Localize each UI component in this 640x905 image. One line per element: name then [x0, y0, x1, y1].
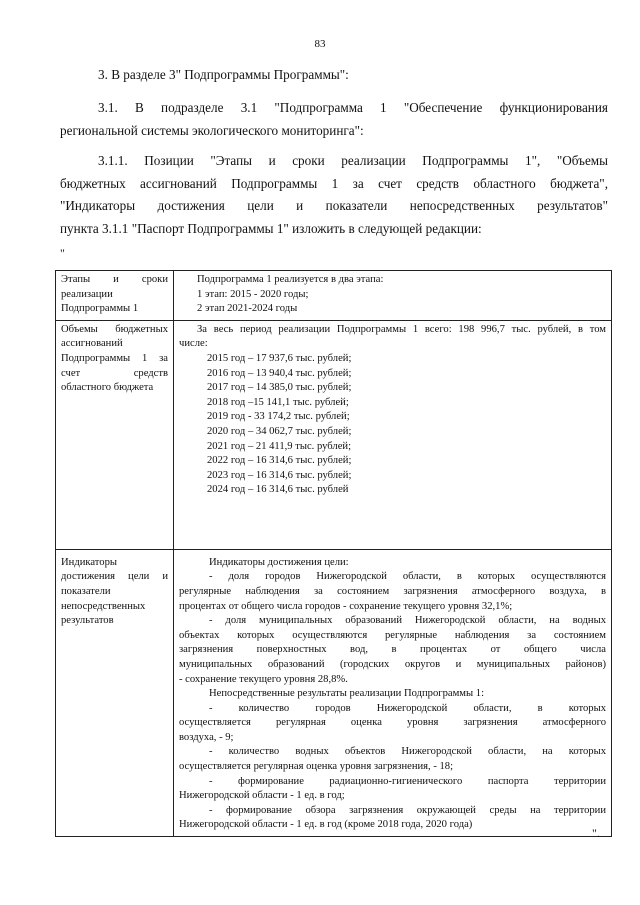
row-label-stages: [56, 271, 174, 321]
content-line: 2 этап 2021-2024 годы: [197, 303, 298, 315]
result-line: - формирование радиационно-гигиенического паспорта территории: [209, 775, 606, 787]
paragraph-line: 3.1.1. Позиции "Этапы и сроки реализации Подпрограммы 1", "Объемы: [98, 153, 608, 168]
result-line: Нижегородской области - 1 ед. в год;: [179, 790, 345, 802]
budget-year-line: 2020 год – 34 062,7 тыс. рублей;: [207, 425, 352, 437]
budget-year-line: 2022 год – 16 314,6 тыс. рублей;: [207, 455, 352, 467]
goal-line: регулярные наблюдения за состоянием загрязнения атмосферного воздуха, в: [179, 585, 606, 597]
row-label-budget: [56, 320, 174, 549]
label-line: достижения цели и: [61, 571, 168, 583]
budget-year-line: 2016 год – 13 940,4 тыс. рублей;: [207, 367, 352, 379]
label-line: ассигнований: [61, 338, 123, 350]
result-line: осуществляется регулярная оценка уровня загрязнения, - 18;: [179, 761, 454, 773]
label-line: счет средств: [61, 367, 168, 379]
budget-year-line: 2023 год – 16 314,6 тыс. рублей;: [207, 469, 352, 481]
content-line: числе:: [179, 338, 208, 350]
budget-year-line: 2024 год – 16 314,6 тыс. рублей: [207, 484, 349, 496]
paragraph-section-3: [60, 64, 608, 87]
paragraph-line: 3.1. В подразделе 3.1 "Подпрограмма 1 "Обеспечение функционирования: [98, 100, 608, 115]
budget-year-line: 2021 год – 21 411,9 тыс. рублей;: [207, 440, 352, 452]
result-line: - формирование обзора загрязнения окружающей среды на территории: [209, 804, 606, 816]
paragraph-line: 3. В разделе 3" Подпрограммы Программы":: [98, 67, 349, 82]
goal-heading: Индикаторы достижения цели:: [209, 556, 349, 568]
paragraph-line: региональной системы экологического мониторинга":: [60, 122, 364, 138]
paragraph-subsection-3-1: [60, 97, 608, 142]
goal-line: процентах от общего числа городов - сохранение текущего уровня 32,1%;: [179, 600, 513, 612]
budget-year-line: 2019 год - 33 174,2 тыс. рублей;: [207, 411, 350, 423]
goal-line: - доля муниципальных образований Нижегородской области, на водных: [209, 615, 606, 627]
table-row: [56, 549, 612, 836]
label-line: Индикаторы: [61, 556, 117, 568]
budget-year-line: 2015 год – 17 937,6 тыс. рублей;: [207, 352, 352, 364]
label-line: непосредственных: [61, 600, 146, 612]
content-line: За весь период реализации Подпрограммы 1 всего: 198 996,7 тыс. рублей, в том: [197, 323, 606, 335]
row-content-stages: [174, 271, 612, 321]
paragraph-line: пункта 3.1.1 "Паспорт Подпрограммы 1" изложить в следующей редакции:: [60, 220, 482, 236]
label-line: областного бюджета: [61, 382, 154, 394]
goal-line: - сохранение текущего уровня 28,8%.: [179, 673, 348, 685]
result-line: осуществляется регулярная оценка уровня загрязнения атмосферного: [179, 717, 606, 729]
page-number: 83: [314, 38, 326, 50]
result-line: воздуха, - 9;: [179, 731, 234, 743]
goal-line: муниципальных образований (городских округов и муниципальных районов): [179, 658, 606, 670]
label-line: результатов: [61, 615, 114, 627]
results-heading: Непосредственные результаты реализации Подпрограммы 1:: [209, 688, 485, 700]
goal-line: объектах которых осуществляются регулярные наблюдения за состоянием: [179, 629, 606, 641]
row-content-budget: [174, 320, 612, 549]
goal-line: загрязнения поверхностных вод, в процентах от общего числа: [179, 644, 606, 656]
paragraph-line: "Индикаторы достижения цели и показатели непосредственных результатов": [60, 198, 608, 213]
label-line: Объемы бюджетных: [61, 323, 168, 335]
table-row: [56, 320, 612, 549]
label-line: показатели: [61, 585, 111, 597]
passport-table: [55, 270, 612, 837]
content-line: Подпрограмма 1 реализуется в два этапа:: [197, 274, 384, 285]
budget-year-line: 2017 год – 14 385,0 тыс. рублей;: [207, 382, 352, 394]
row-content-indicators: [174, 549, 612, 836]
closing-quote: ".: [592, 826, 600, 840]
label-line: реализации: [61, 288, 113, 300]
result-line: - количество городов Нижегородской области, в которых: [209, 702, 606, 714]
content-line: 1 этап: 2015 - 2020 годы;: [197, 288, 309, 300]
result-line: Нижегородской области - 1 ед. в год (кроме 2018 года, 2020 года): [179, 819, 473, 831]
paragraph-line: бюджетных ассигнований Подпрограммы 1 за счет средств областного бюджета",: [60, 175, 608, 191]
budget-year-line: 2018 год –15 141,1 тыс. рублей;: [207, 396, 349, 408]
goal-line: - доля городов Нижегородской области, в которых осуществляются: [209, 571, 606, 583]
row-label-indicators: [56, 549, 174, 836]
table-row: [56, 271, 612, 321]
paragraph-item-3-1-1: [60, 150, 608, 240]
label-line: Этапы и сроки: [61, 274, 168, 285]
opening-quote: ": [60, 246, 65, 260]
result-line: - количество водных объектов Нижегородской области, на которых: [209, 746, 606, 758]
label-line: Подпрограммы 1: [61, 303, 139, 315]
label-line: Подпрограммы 1 за: [61, 352, 168, 364]
